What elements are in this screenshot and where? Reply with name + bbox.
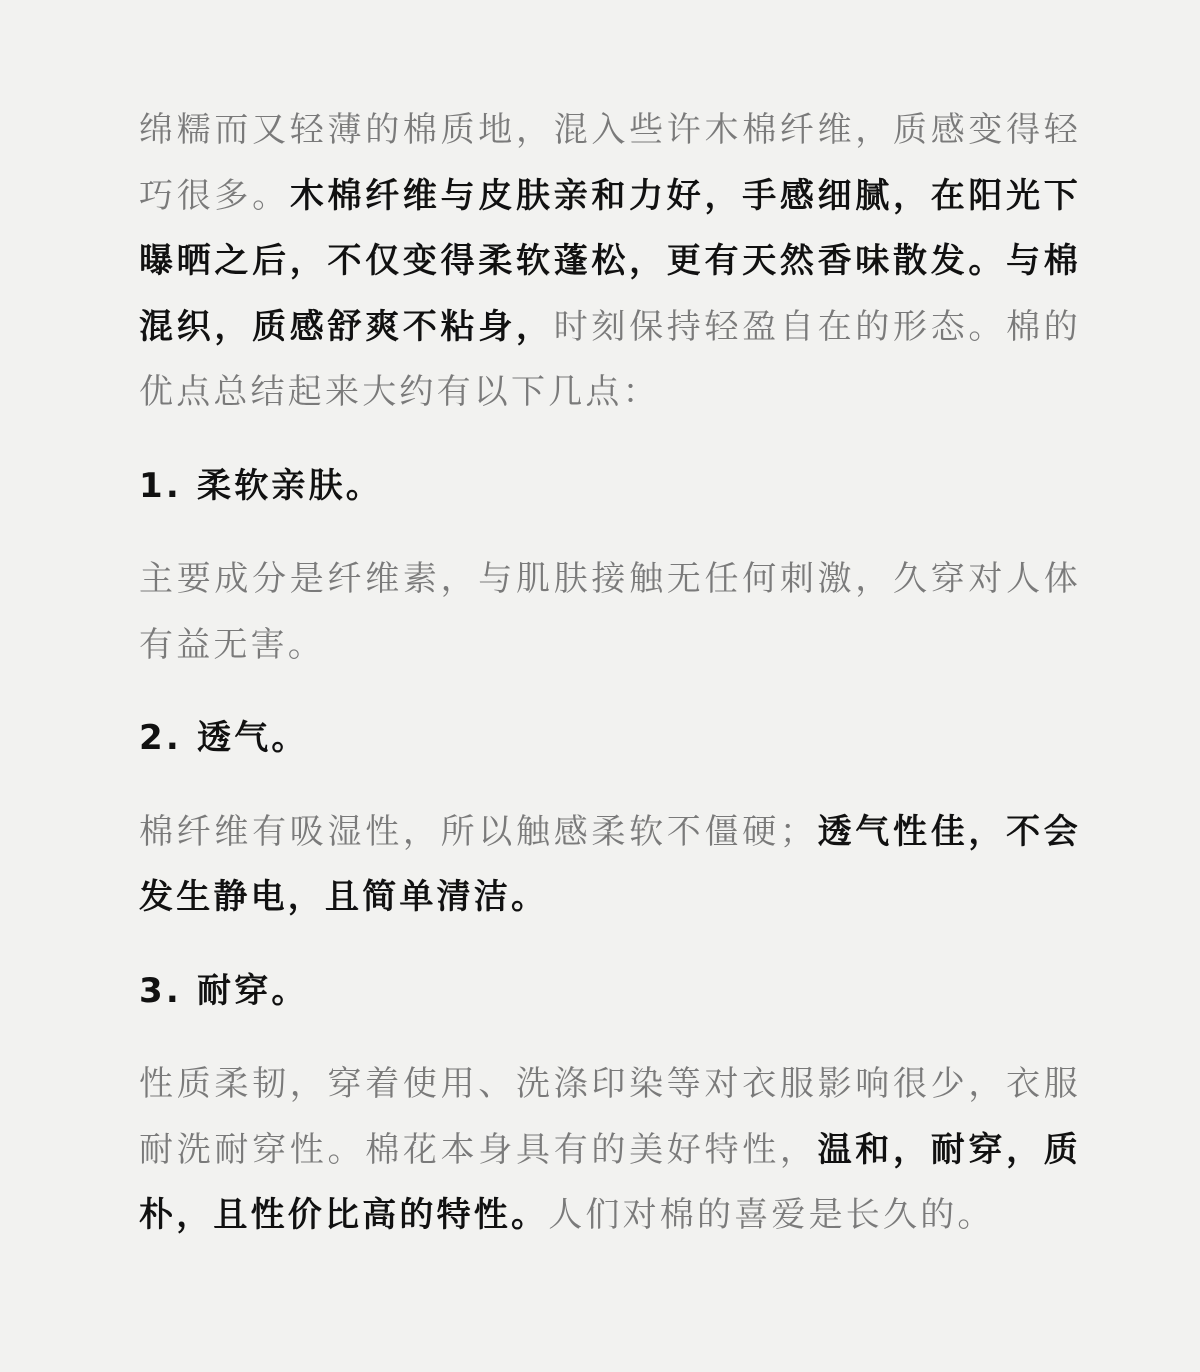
point-1-heading: 1. 柔软亲肤。: [139, 465, 384, 506]
point-3-text: 性质柔韧，穿着使用、洗涤印染等对衣服影响很少，衣服耐洗耐穿性。棉花本身具有的美好特性，: [139, 1064, 1081, 1170]
point-1-text: 主要成分是纤维素，与肌肤接触无任何刺激，久穿对人体有益无害。: [139, 559, 1081, 665]
intro-paragraph: [139, 98, 1081, 426]
point-2-text: 棉纤维有吸湿性，所以触感柔软不僵硬；: [139, 811, 818, 852]
point-3-emphasis: 温和，耐穿，质朴，且性价比高的特性。: [139, 1129, 1081, 1235]
intro-emphasis: 木棉纤维与皮肤亲和力好，手感细腻，在阳光下曝晒之后，不仅变得柔软蓬松，更有天然香味散发。与棉混织，质感舒爽不粘身，: [139, 175, 1081, 347]
point-3-closing: 人们对棉的喜爱是长久的。: [548, 1195, 995, 1235]
point-3-heading: 3. 耐穿。: [139, 970, 309, 1011]
point-3-paragraph: [139, 1052, 1081, 1249]
intro-sentence-1: 绵糯而又轻薄的棉质地，混入些许木棉纤维，质感变得轻巧很多。: [139, 110, 1081, 216]
point-2-paragraph: [139, 800, 1081, 931]
point-2-heading: 2. 透气。: [139, 718, 309, 758]
point-2-emphasis: 透气性佳，不会发生静电，且简单清洁。: [139, 811, 1081, 917]
article-body: [139, 98, 1081, 1249]
point-1-paragraph: [139, 547, 1081, 678]
intro-sentence-3: 时刻保持轻盈自在的形态。棉的优点总结起来大约有以下几点：: [139, 306, 1081, 412]
